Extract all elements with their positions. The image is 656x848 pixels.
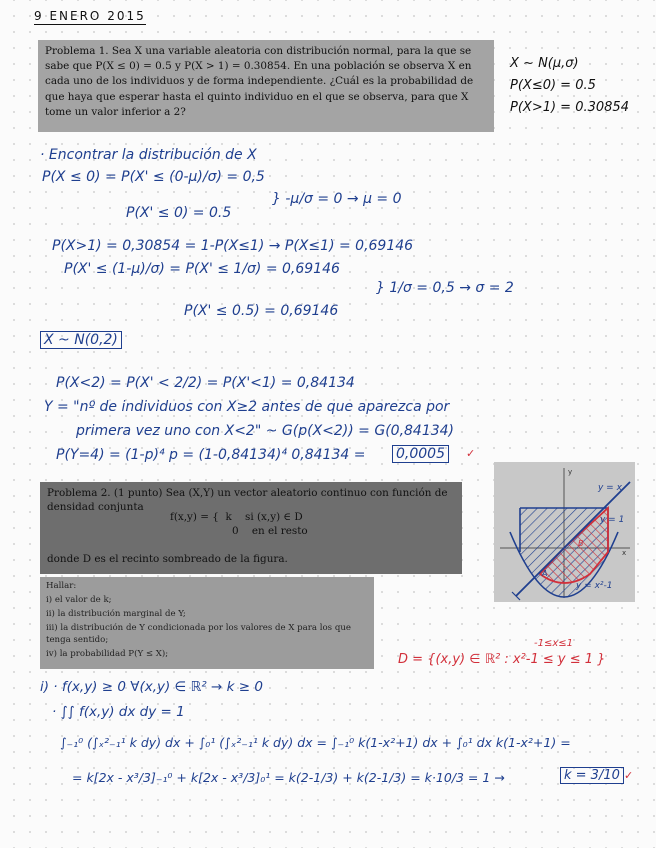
x-axis-label: x: [622, 549, 627, 557]
solution-2-answer: k = 3/10: [560, 767, 624, 784]
solution-1-line-9: Y = "nº de individuos con X≥2 antes de que aparezca por: [44, 399, 450, 415]
solution-2-line-2: · ∫∫ f(x,y) dx dy = 1: [52, 704, 185, 720]
curve-parabola-label: y = x²-1: [576, 581, 613, 591]
solution-2-line-1: i) · f(x,y) ≥ 0 ∀(x,y) ∈ ℝ² → k ≥ 0: [40, 679, 263, 695]
solution-1-result: X ~ N(0,2): [40, 331, 122, 349]
problem-2-case-1: f(x,y) = { k si (x,y) ∈ D: [170, 511, 303, 523]
problem-2-cases: [170, 510, 308, 538]
region-figure: [494, 462, 635, 602]
solution-1-line-2: P(X' ≤ 0) = 0.5: [126, 205, 232, 221]
part-i: i) el valor de k;: [46, 595, 112, 605]
problem-1-statement: Problema 1. Sea X una variable aleatoria con distribución normal, para la que se sabe que P(X ≤ 0) = 0.5 y P(X > 1) = 0.30854. En una población se observa X en cada uno de los individuos y de forma independiente. ¿Cuál es la probabilidad de que haya que esperar hasta el quinto individuo en el que se observa, para que X tome un valor inferior a 2?: [38, 40, 494, 132]
solution-1-line-5: P(X' ≤ (1-μ)/σ) = P(X' ≤ 1/σ) = 0,69146: [64, 261, 340, 277]
part-ii: ii) la distribución marginal de Y;: [46, 609, 186, 619]
parts-heading: Hallar:: [46, 581, 77, 591]
figure-label-a: A: [542, 569, 548, 578]
curve-y-eq-x-label: y = x: [598, 483, 622, 493]
side-note-3: P(X>1) = 0.30854: [510, 100, 629, 115]
date-header: 9 ENERO 2015: [34, 9, 146, 23]
problem-2-outro: donde D es el recinto sombreado de la figura.: [47, 553, 288, 565]
domain-note: D = {(x,y) ∈ ℝ² : x²-1 ≤ y ≤ 1 }: [398, 652, 606, 667]
y-axis-label: y: [568, 468, 573, 476]
solution-1-line-1: P(X ≤ 0) = P(X' ≤ (0-μ)/σ) = 0,5: [42, 169, 265, 185]
solution-1-line-4: P(X>1) = 0,30854 = 1-P(X≤1) → P(X≤1) = 0,69146: [52, 238, 414, 254]
curve-y-eq-1-label: y = 1: [600, 515, 625, 525]
solution-1-check: ✓: [466, 447, 476, 460]
solution-1-line-8: P(X<2) = P(X' < 2/2) = P(X'<1) = 0,84134: [56, 375, 355, 391]
side-note-1: X ~ N(μ,σ): [510, 56, 579, 71]
solution-1-line-11: P(Y=4) = (1-p)⁴ p = (1-0,84134)⁴ 0,84134 =: [56, 447, 366, 463]
part-iv: iv) la probabilidad P(Y ≤ X);: [46, 649, 169, 659]
solution-1-line-3: } -μ/σ = 0 → μ = 0: [272, 191, 402, 207]
side-note-2: P(X≤0) = 0.5: [510, 78, 596, 93]
solution-1-line-7: P(X' ≤ 0.5) = 0,69146: [184, 303, 339, 319]
solution-2-line-3: ∫₋₁⁰ (∫ₓ²₋₁¹ k dy) dx + ∫₀¹ (∫ₓ²₋₁¹ k dy) dx = ∫₋₁⁰ k(1-x²+1) dx + ∫₀¹ dx k(1-x²+1) =: [60, 735, 571, 750]
problem-2-parts: [40, 577, 374, 669]
solution-2-check: ✓: [624, 769, 634, 782]
solution-1-heading: · Encontrar la distribución de X: [40, 147, 257, 163]
domain-note-top: -1≤x≤1: [534, 638, 574, 649]
region-figure-svg: [494, 462, 635, 602]
solution-1-line-6: } 1/σ = 0,5 → σ = 2: [376, 280, 514, 296]
problem-2-statement: [40, 482, 462, 574]
solution-2-line-4: = k[2x - x³/3]₋₁⁰ + k[2x - x³/3]₀¹ = k(2-1/3) + k(2-1/3) = k·10/3 = 1 →: [72, 770, 505, 785]
solution-1-answer: 0,0005: [392, 445, 449, 463]
problem-2-case-2: 0 en el resto: [232, 525, 308, 537]
figure-label-b: B: [578, 539, 584, 548]
problem-2-intro: Problema 2. (1 punto) Sea (X,Y) un vector aleatorio continuo con función de densidad conjunta: [47, 487, 448, 513]
part-iii: iii) la distribución de Y condicionada por los valores de X para los que tenga sentido;: [46, 623, 351, 645]
solution-1-line-10: primera vez uno con X<2" ~ G(p(X<2)) = G(0,84134): [76, 423, 455, 439]
